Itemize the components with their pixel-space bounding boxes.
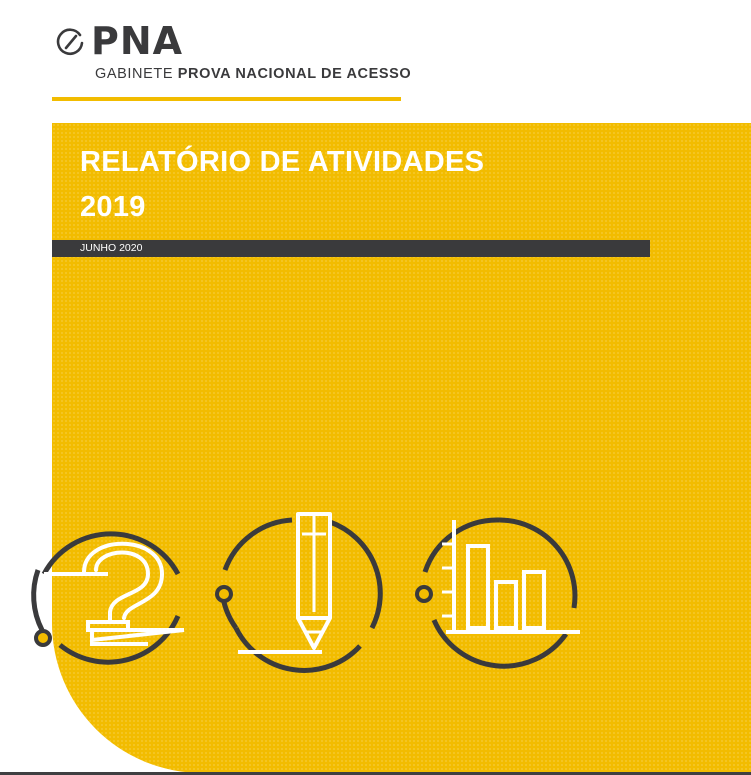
date-bar: [52, 240, 650, 257]
pencil-icon: [217, 514, 380, 670]
logo-g-icon: [55, 26, 85, 56]
report-title-line1: RELATÓRIO DE ATIVIDADES: [80, 146, 485, 178]
logo: [55, 20, 415, 84]
question-mark-icon: [34, 534, 184, 662]
logo-subtitle-bold: PROVA NACIONAL DE ACESSO: [177, 66, 412, 82]
report-title: [80, 140, 484, 230]
logo-underline: [52, 97, 401, 101]
logo-subtitle: [95, 65, 411, 83]
report-date: JUNHO 2020: [80, 242, 143, 254]
logo-subtitle-light: GABINETE: [95, 66, 174, 82]
logo-text: PNA: [91, 19, 184, 63]
bar-chart-icon: [417, 520, 580, 666]
report-title-year: 2019: [80, 191, 146, 223]
cover-icons: [0, 500, 751, 690]
